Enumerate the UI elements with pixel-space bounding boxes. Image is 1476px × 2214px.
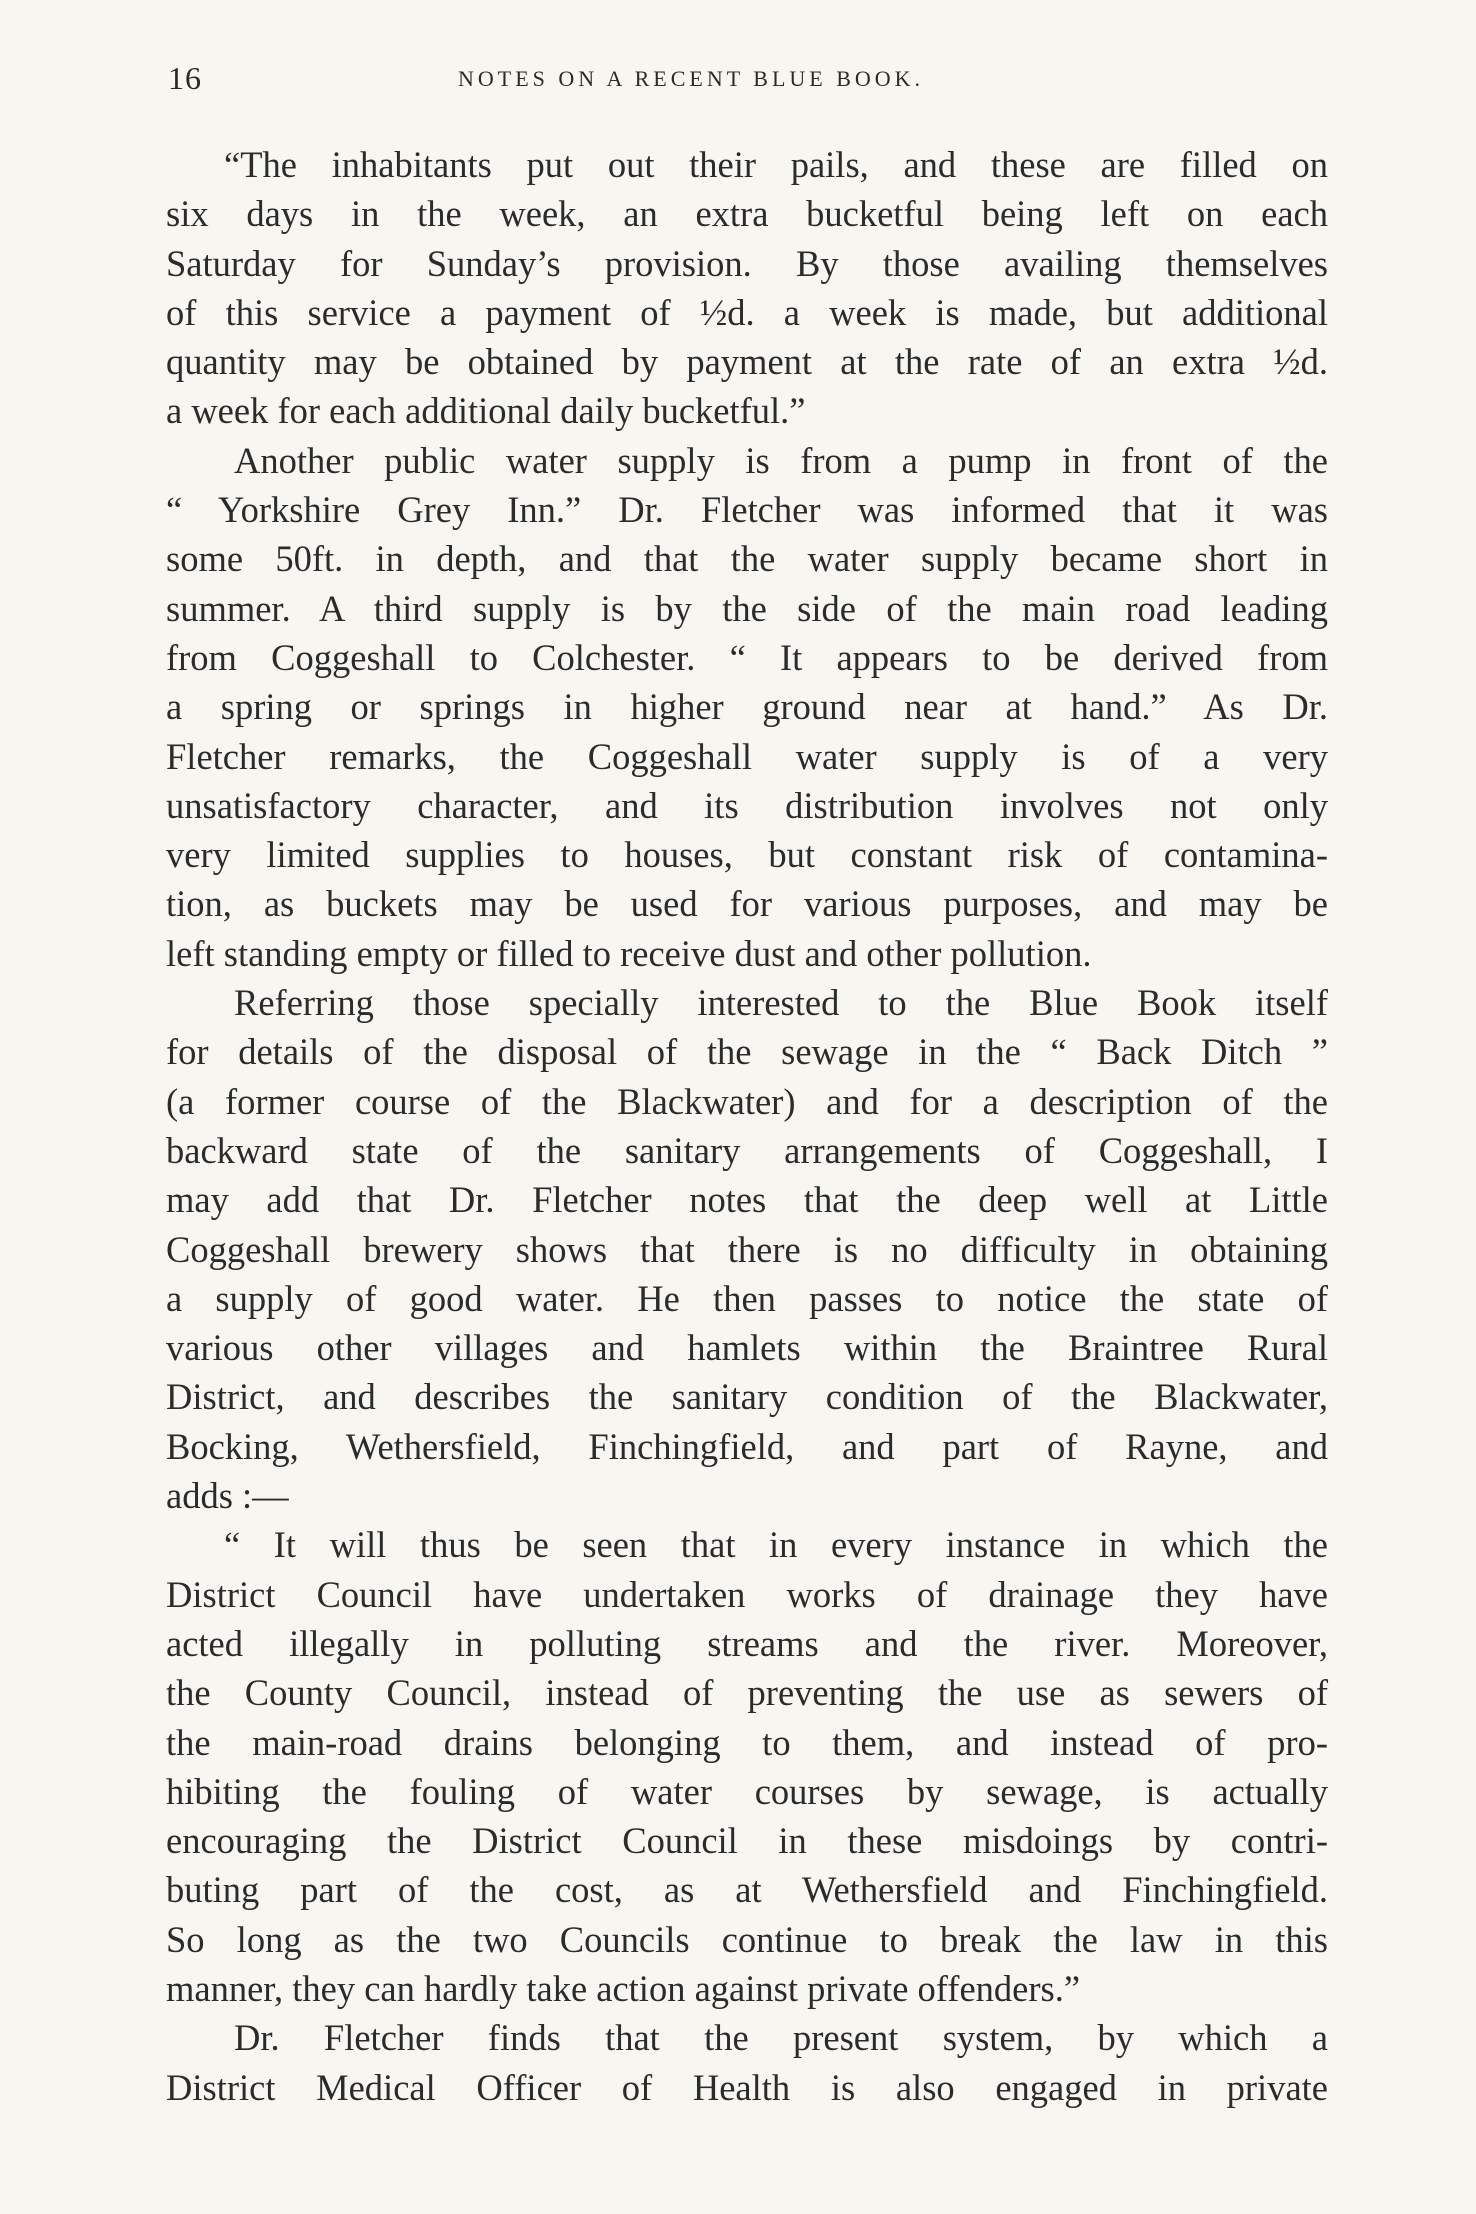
text-line: the County Council, instead of preventing the use as sewers of xyxy=(166,1672,1328,1714)
text-line: a supply of good water. He then passes to notice the state of xyxy=(166,1277,1328,1319)
text-line: Coggeshall brewery shows that there is no difficulty in obtaining xyxy=(166,1228,1328,1270)
text-line: six days in the week, an extra bucketful being left on each xyxy=(166,193,1328,235)
text-line: buting part of the cost, as at Wethersfield and Finchingfield. xyxy=(166,1869,1328,1911)
page-number: 16 xyxy=(168,60,202,96)
text-line: Another public water supply is from a pump in front of the xyxy=(234,439,1328,481)
text-line: hibiting the fouling of water courses by sewage, is actually xyxy=(166,1770,1328,1812)
text-line: for details of the disposal of the sewage in the “ Back Ditch ” xyxy=(166,1031,1328,1073)
text-line: some 50ft. in depth, and that the water supply became short in xyxy=(166,538,1328,580)
text-line: the main-road drains belonging to them, and instead of pro- xyxy=(166,1721,1328,1763)
text-line: District Council have undertaken works of drainage they have xyxy=(166,1573,1328,1615)
text-line: may add that Dr. Fletcher notes that the deep well at Little xyxy=(166,1179,1328,1221)
text-line: left standing empty or filled to receive dust and other pollution. xyxy=(166,932,1092,974)
text-line: backward state of the sanitary arrangements of Coggeshall, I xyxy=(166,1129,1328,1171)
text-line: manner, they can hardly take action against private offenders.” xyxy=(166,1967,1081,2009)
body-text xyxy=(166,140,1328,2112)
running-title: NOTES ON A RECENT BLUE BOOK. xyxy=(458,66,925,91)
text-line: very limited supplies to houses, but constant risk of contamina- xyxy=(166,834,1328,876)
text-line: adds :— xyxy=(166,1475,289,1517)
text-line: acted illegally in polluting streams and the river. Moreover, xyxy=(166,1622,1328,1664)
text-line: tion, as buckets may be used for various purposes, and may be xyxy=(166,883,1328,925)
text-line: (a former course of the Blackwater) and for a description of the xyxy=(166,1080,1328,1122)
text-line: unsatisfactory character, and its distribution involves not only xyxy=(166,784,1328,826)
text-line: So long as the two Councils continue to break the law in this xyxy=(166,1918,1328,1960)
text-line: various other villages and hamlets within the Braintree Rural xyxy=(166,1327,1328,1369)
text-line: District Medical Officer of Health is also engaged in private xyxy=(166,2066,1328,2108)
text-line: Referring those specially interested to the Blue Book itself xyxy=(234,982,1328,1024)
text-line: Saturday for Sunday’s provision. By those availing themselves xyxy=(166,242,1328,284)
text-line: Bocking, Wethersfield, Finchingfield, and part of Rayne, and xyxy=(166,1425,1328,1467)
text-line: summer. A third supply is by the side of the main road leading xyxy=(166,587,1328,629)
text-line: “ Yorkshire Grey Inn.” Dr. Fletcher was informed that it was xyxy=(166,489,1328,531)
text-line: quantity may be obtained by payment at the rate of an extra ½d. xyxy=(166,341,1328,383)
text-line: encouraging the District Council in these misdoings by contri- xyxy=(166,1820,1328,1862)
text-line: District, and describes the sanitary condition of the Blackwater, xyxy=(166,1376,1328,1418)
text-line: Fletcher remarks, the Coggeshall water supply is of a very xyxy=(166,735,1328,777)
text-line: from Coggeshall to Colchester. “ It appears to be derived from xyxy=(166,636,1328,678)
text-line: Dr. Fletcher finds that the present system, by which a xyxy=(234,2017,1328,2059)
text-line: a week for each additional daily bucketful.” xyxy=(166,390,806,432)
running-head xyxy=(168,60,1328,104)
text-line: a spring or springs in higher ground near at hand.” As Dr. xyxy=(166,686,1328,728)
text-line: “ It will thus be seen that in every instance in which the xyxy=(224,1524,1328,1566)
text-line: “The inhabitants put out their pails, and these are filled on xyxy=(224,144,1328,185)
text-line: of this service a payment of ½d. a week is made, but additional xyxy=(166,291,1328,333)
